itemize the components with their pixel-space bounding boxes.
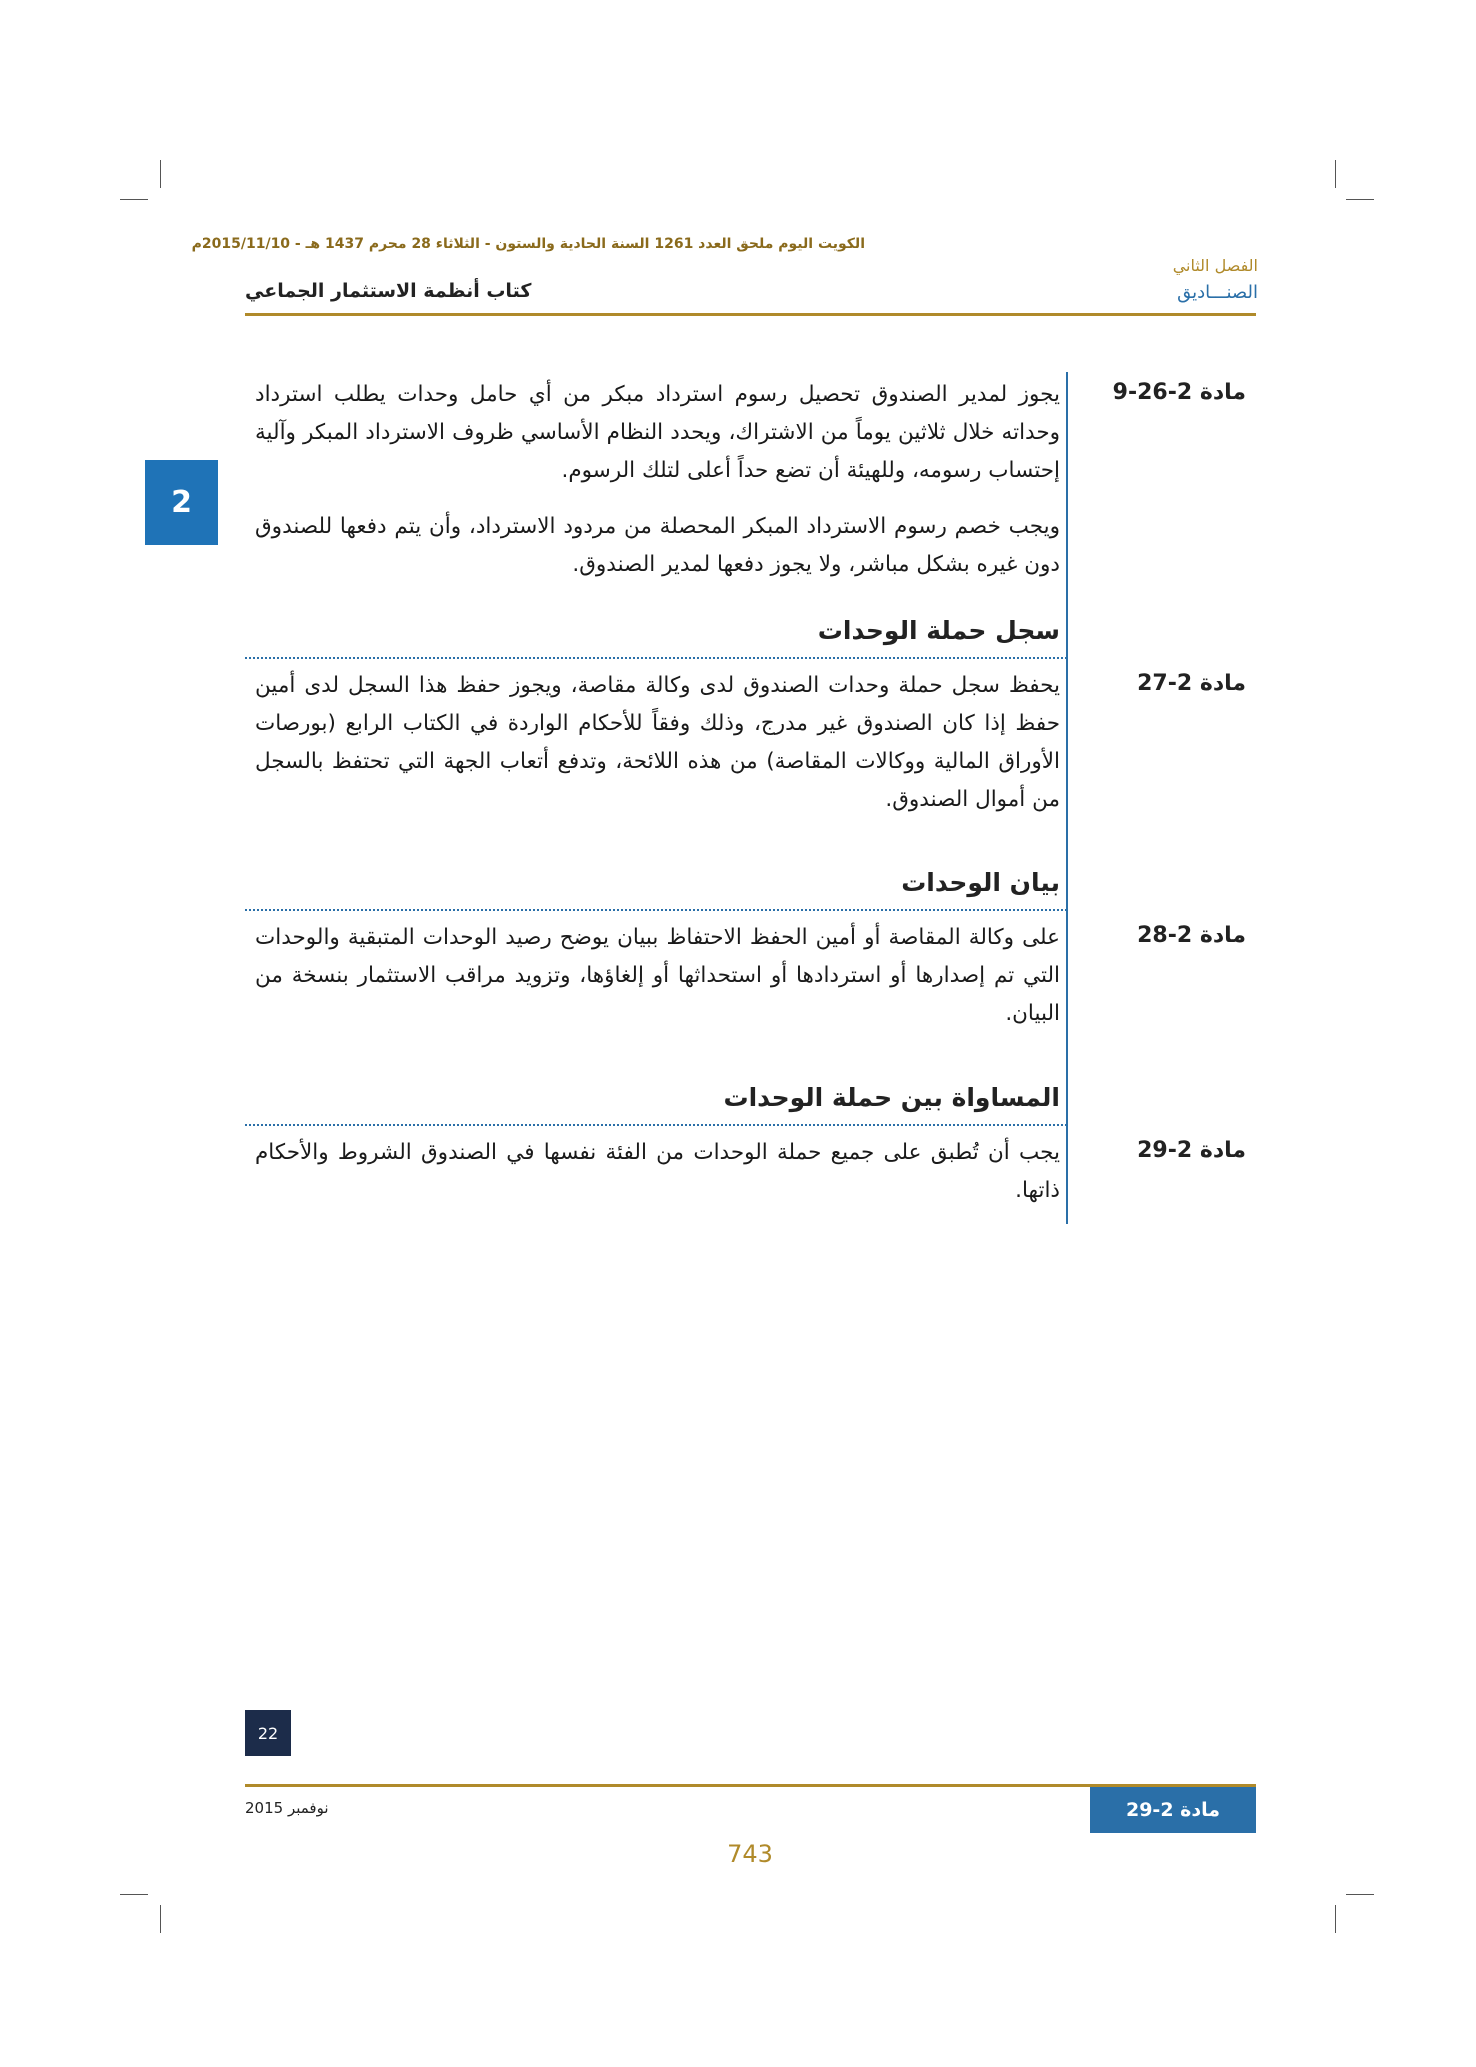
page-number-box: 22 — [245, 1710, 291, 1756]
article-label-2-28: مادة 2-28 — [1137, 923, 1246, 948]
crop-mark — [1335, 160, 1336, 188]
crop-mark — [160, 1905, 161, 1933]
section-heading: بيان الوحدات — [901, 868, 1060, 897]
article-paragraph: على وكالة المقاصة أو أمين الحفظ الاحتفاظ ببيان يوضح رصيد الوحدات المتبقية والوحدات التي تم إصدارها أو استردادها أو استحداثها أو إلغاؤها، وتزويد مراقب الاستثمار بنسخة من البيان. — [255, 925, 1060, 1026]
article-paragraph: يجب أن تُطبق على جميع حملة الوحدات من الفئة نفسها في الصندوق الشروط والأحكام ذاتها. — [255, 1140, 1060, 1203]
article-paragraph: يحفظ سجل حملة وحدات الصندوق لدى وكالة مقاصة، ويجوز حفظ هذا السجل لدى أمين حفظ إذا كان الصندوق غير مدرج، وذلك وفقاً للأحكام الواردة في الكتاب الرابع (بورصات الأوراق المالية ووكالات المقاصة) من هذه اللائحة، وتدفع أتعاب الجهة التي تحتفظ بالسجل من أموال الصندوق. — [255, 673, 1060, 812]
crop-mark — [120, 199, 148, 200]
article-label-2-29: مادة 2-29 — [1137, 1138, 1246, 1163]
article-label-2-27: مادة 2-27 — [1137, 671, 1246, 696]
footer-date: نوفمبر 2015 — [245, 1799, 329, 1817]
chapter-side-tab: 2 — [145, 460, 218, 545]
folio-number: 743 — [727, 1840, 773, 1868]
section-title: الصنـــاديق — [1177, 282, 1258, 303]
header-rule — [245, 313, 1256, 316]
crop-mark — [1346, 1894, 1374, 1895]
dotted-rule — [245, 657, 1067, 659]
crop-mark — [1335, 1905, 1336, 1933]
article-paragraph: يجوز لمدير الصندوق تحصيل رسوم استرداد مبكر من أي حامل وحدات يطلب استرداد وحداته خلال ثلاثين يوماً من الاشتراك، ويحدد النظام الأساسي ظروف الاسترداد المبكر وآلية إحتساب رسومه، وللهيئة أن تضع حداً أعلى لتلك الرسوم. — [255, 382, 1060, 483]
crop-mark — [1346, 199, 1374, 200]
crop-mark — [160, 160, 161, 188]
section-heading: المساواة بين حملة الوحدات — [723, 1083, 1060, 1112]
dotted-rule — [245, 909, 1067, 911]
article-label-2-26-9: مادة 2-26-9 — [1112, 380, 1246, 405]
footer-article-tab: مادة 2-29 — [1090, 1787, 1256, 1833]
gazette-line: الكويت اليوم ملحق العدد 1261 السنة الحادية والستون - الثلاثاء 28 محرم 1437 هـ - 2015/11/10م — [191, 236, 865, 252]
dotted-rule — [245, 1124, 1067, 1126]
article-paragraph: ويجب خصم رسوم الاسترداد المبكر المحصلة من مردود الاسترداد، وأن يتم دفعها للصندوق دون غيره بشكل مباشر، ولا يجوز دفعها لمدير الصندوق. — [255, 514, 1060, 577]
margin-rule — [1066, 372, 1068, 1224]
chapter-title: الفصل الثاني — [1172, 256, 1258, 275]
section-heading: سجل حملة الوحدات — [817, 616, 1060, 645]
book-title: كتاب أنظمة الاستثمار الجماعي — [245, 280, 532, 302]
crop-mark — [120, 1894, 148, 1895]
